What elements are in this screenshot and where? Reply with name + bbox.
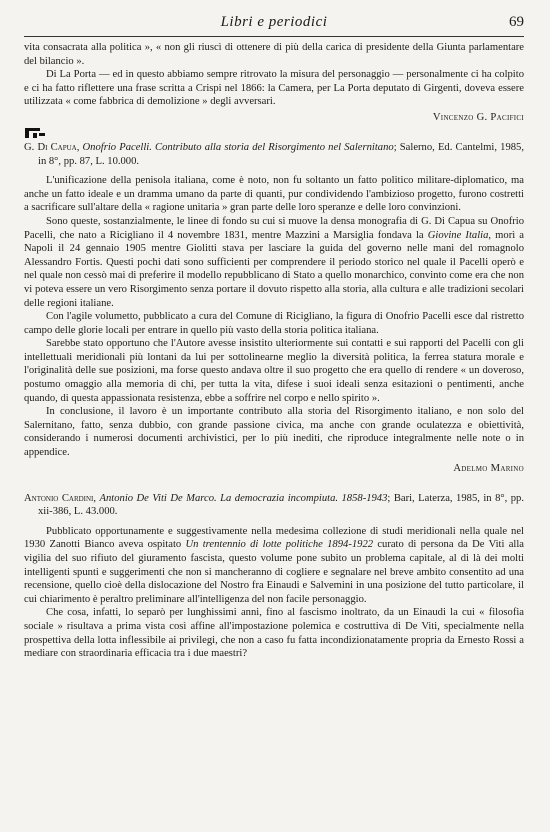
review-title: Onofrio Pacelli. Contributo alla storia del Risorgimento nel Salernitano [82,141,394,153]
review1-paragraph-5: In conclusione, il lavoro è un importante contributo alla storia del Risorgimento italiano, e non solo del Salernitano, fatto, senza dubbio, con grande passione civica, ma anche con grande oculatezza e obiettività, considerando i numerosi documenti archivistici, per lo più inediti, che riproduce integralmente nelle note o in appendice. [24,406,524,459]
review-publication: ; Salerno, Ed. Cantelmi, 1985, in 8°, pp. 87, L. 10.000. [38,141,524,167]
review-publication: ; Bari, Laterza, 1985, in 8°, pp. xii-386, L. 43.000. [38,492,524,518]
review2-p1-text-b: curato di persona da De Viti alla vigilia del suo rifiuto del giuramento fascista, questo volume pone subito un problema capitale, al di là dei molti intelligenti spunti e suggerimenti che non si mancheranno di cogliere e segnalare nel breve ambito consentito ad una recensione, quello cioè della dislocazione del Nostro fra Einaudi e Salvemini in una posizione del tutto particolare, il cui chiarimento è peraltro preliminare all'intelligenza del non facile personaggio. [24,539,524,605]
running-head [24,8,524,34]
review1-paragraph-3: Con l'agile volumetto, pubblicato a cura del Comune di Ricigliano, la figura di Onofrio Pacelli esce dal ristretto campo delle glorie locali per entrare in quello più vasto della storia politica italiana. [24,311,524,336]
signature-pacifici: Vincenzo G. Pacifici [432,111,524,123]
review1-paragraph-4: Sarebbe stato opportuno che l'Autore avesse insistito ulteriormente sui contatti e sui rapporti del Pacelli con gli intellettuali meridionali più lontani da lui per sottolinearne meglio la diversità politica, la ferrea statura morale e l'originalità delle sue posizioni, ma forse questo andava oltre il suo progetto che era quello di rendere « un doveroso, postumo omaggio alla memoria di chi, per tutta la vita, difese i suoi ideali senza esitazioni o pentimenti, anche quando, di questa appassionata resistenza, ebbe a soffrire nel corpo e nello spirito ». [24,338,524,404]
review1-p2-text-b: , morì a Napoli il 24 gennaio 1905 mentre Giolitti stava per lasciare la guida del governo nelle mani del romagnolo Alessandro Fortis. Questi pochi dati sono sufficienti per comprendere il periodo storico nel quale il Pacelli operò e nel quale non cessò mai di preferire il modello repubblicano di Stato a quello monarchico, convinto come era che non vi poteva essere un vero Risorgimento senza portare il dovuto rispetto alla storia, alla cultura e alle tradizioni secolari delle regioni italiane. [24,229,525,309]
header-rule [24,36,524,37]
review-heading-dicapua: G. Di Capua, Onofrio Pacelli. Contributo alla storia del Risorgimento nel Salernitano; Salerno, Ed. Cantelmi, 1985, in 8°, pp. 87, L. 10.000. [24,141,524,167]
review-author: G. Di Capua [24,141,77,153]
section-mark-icon [24,127,46,139]
review-title: Antonio De Viti De Marco. La democrazia incompiuta. 1858-1943 [99,492,388,504]
section-gap [24,478,524,492]
review1-p2-text-a: Sono queste, sostanzialmente, le linee di fondo su cui si muove la densa monografia di G. Di Capua su Onofrio Pacelli, che nato a Ricigliano il 4 novembre 1831, mentre Mazzini a Marsiglia fondava la [24,215,524,241]
review2-p1-emphasis: Un trentennio di lotte politiche 1894-1922 [185,539,374,551]
intro-paragraph-2: Di La Porta — ed in questo abbiamo sempre ritrovato la misura del personaggio — personalmente ci ha colpito e ci ha fatto riflettere una frase scritta a Crispi nel 1866: la Camera, per La Porta deputato di Girgenti, doveva essere utilizzata « come fabbrica di demolizione » degli avversari. [24,69,524,108]
review2-paragraph-2: Che cosa, infatti, lo separò per lunghissimi anni, fino al fascismo inoltrato, da un Einaudi la cui « filosofia sociale » risultava a prima vista così affine all'impostazione polemica e costruttiva di De Viti, specialmente nella prospettiva della lotta inflessibile ai privilegi, che non a caso fu fatta incondizionatamente propria da Ernesto Rossi a mediare con straordinaria efficacia tra i due maestri? [24,607,524,660]
review2-paragraph-1 [24,525,524,607]
signature-marino: Adelmo Marino [453,462,524,474]
review-author: Antonio Cardini [24,492,94,504]
review-heading-cardini: Antonio Cardini, Antonio De Viti De Marco. La democrazia incompiuta. 1858-1943; Bari, Laterza, 1985, in 8°, pp. xii-386, L. 43.000. [24,492,524,518]
review1-paragraph-2 [24,215,524,310]
running-title: Libri e periodici [220,14,328,30]
page-number: 69 [509,14,524,30]
intro-paragraph-1: vita consacrata alla politica », « non gli riuscì di ottenere di più della carica di presidente della Giunta parlamentare del bilancio ». [24,42,524,67]
review1-p2-emphasis: Giovine Italia [427,229,489,241]
review1-paragraph-1: L'unificazione della penisola italiana, come è noto, non fu soltanto un fatto politico militare-diplomatico, ma anche un fatto ideale e un dramma umano da parte di quanti, pur condividendo l'ambizioso progetto, furono costretti a sacrificare sull'altare della « ragione unitaria » gran parte delle loro speranze e delle loro convinzioni. [24,175,524,214]
review2-p1-text-a: Pubblicato opportunamente e suggestivamente nella medesima collezione di studi meridionali nella quale nel 1930 Zanotti Bianco aveva ospitato [24,525,524,551]
